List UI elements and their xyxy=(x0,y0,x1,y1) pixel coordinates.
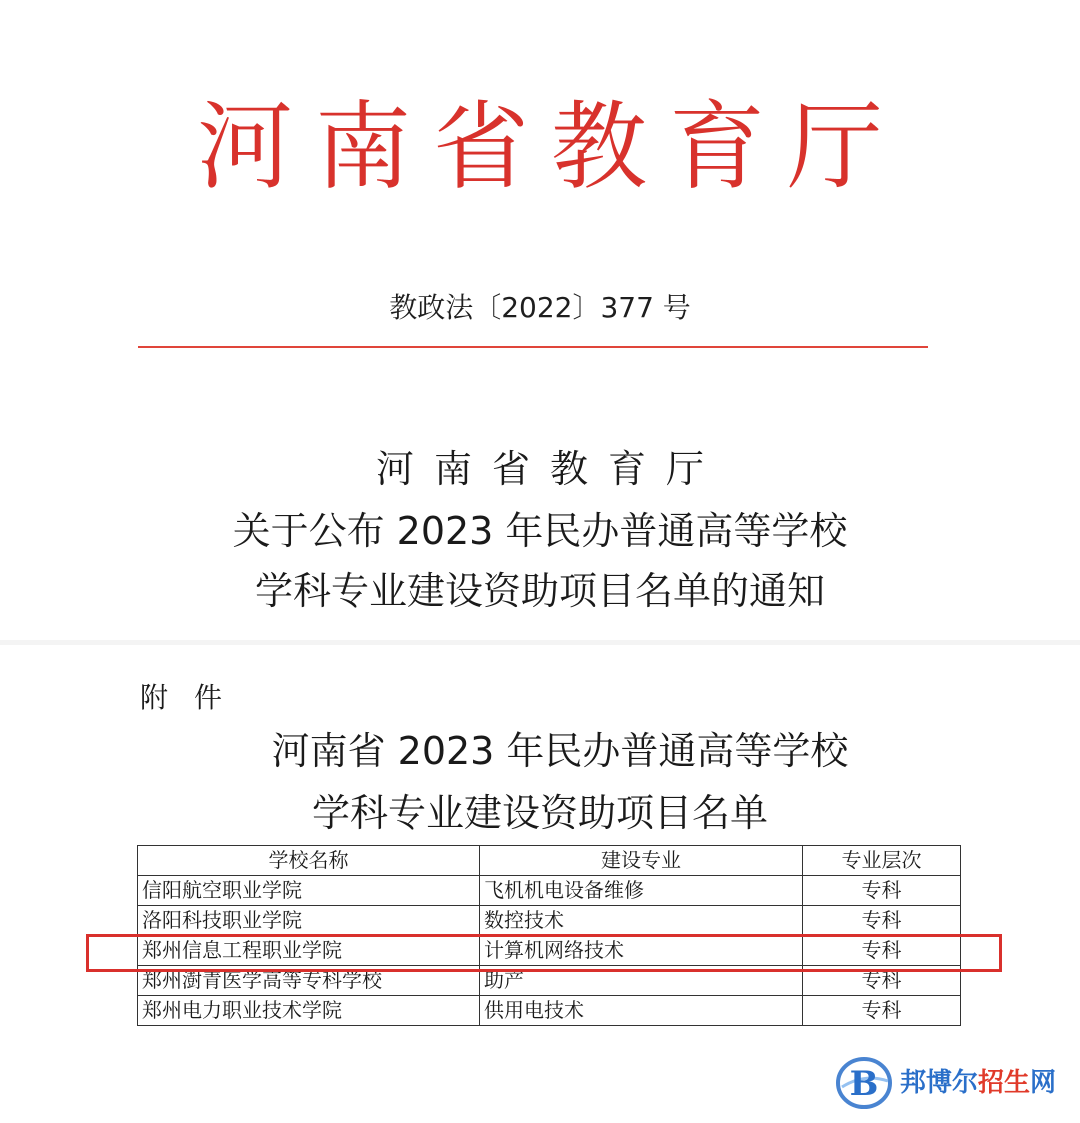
cell-school: 郑州澍青医学高等专科学校 xyxy=(138,966,480,996)
cell-level: 专科 xyxy=(803,876,961,906)
table-header-row xyxy=(138,846,961,876)
watermark-logo-letter: B xyxy=(849,1064,879,1104)
list-title-line-2: 学科专业建设资助项目名单 xyxy=(311,791,768,835)
cell-school: 郑州电力职业技术学院 xyxy=(138,996,480,1026)
letterhead-red-rule xyxy=(138,346,928,348)
cell-level: 专科 xyxy=(803,966,961,996)
site-watermark xyxy=(836,1055,1066,1111)
notice-title-line-3: 学科专业建设资助项目名单的通知 xyxy=(254,569,825,613)
watermark-text-part2: 招生 xyxy=(978,1068,1031,1098)
list-title-line-1: 河南省 2023 年民办普通高等学校 xyxy=(271,729,849,773)
cell-major: 助产 xyxy=(480,966,803,996)
document-number: 教政法〔2022〕377 号 xyxy=(389,291,691,324)
cell-school: 信阳航空职业学院 xyxy=(138,876,480,906)
watermark-text xyxy=(900,1065,1056,1101)
table-row xyxy=(138,876,961,906)
table-row xyxy=(138,996,961,1026)
cell-major: 计算机网络技术 xyxy=(480,936,803,966)
attachment-label: 附件 xyxy=(140,681,249,714)
cell-major: 数控技术 xyxy=(480,906,803,936)
header-level: 专业层次 xyxy=(803,846,961,876)
cell-school: 郑州信息工程职业学院 xyxy=(138,936,480,966)
header-school-name: 学校名称 xyxy=(138,846,480,876)
table-row xyxy=(138,906,961,936)
header-major: 建设专业 xyxy=(480,846,803,876)
cell-major: 供用电技术 xyxy=(480,996,803,1026)
notice-title-line-2: 关于公布 2023 年民办普通高等学校 xyxy=(232,509,848,553)
cell-level: 专科 xyxy=(803,996,961,1026)
notice-title-line-1: 河南省教育厅 xyxy=(375,447,724,491)
cell-school: 洛阳科技职业学院 xyxy=(138,906,480,936)
watermark-text-part1: 邦博尔 xyxy=(900,1068,979,1098)
watermark-logo-icon xyxy=(836,1055,892,1111)
row-highlight-box xyxy=(86,934,1002,972)
watermark-text-part3: 网 xyxy=(1030,1068,1057,1098)
cell-level: 专科 xyxy=(803,906,961,936)
letterhead-title: 河南省教育厅 xyxy=(197,91,905,203)
cell-major: 飞机机电设备维修 xyxy=(480,876,803,906)
cell-level: 专科 xyxy=(803,936,961,966)
